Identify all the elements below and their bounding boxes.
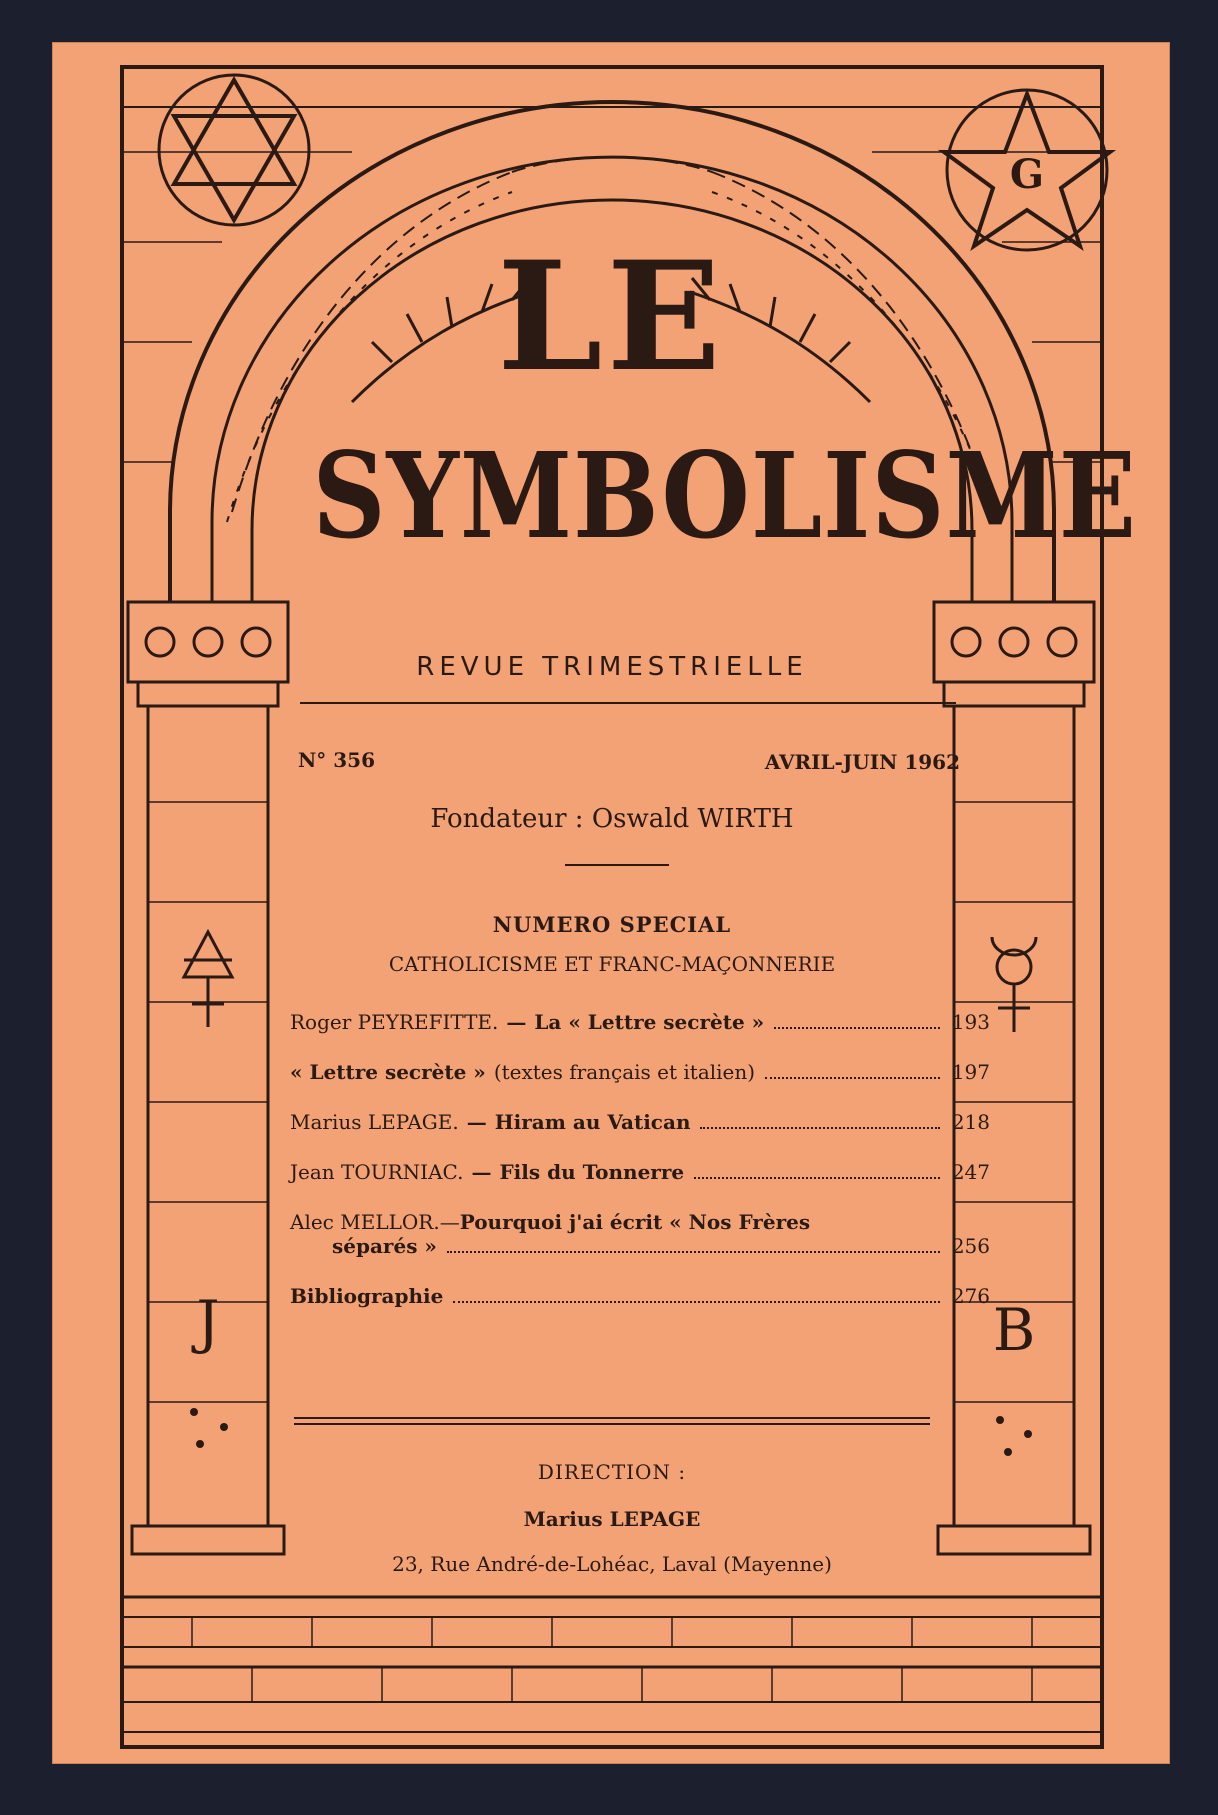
dot-leader xyxy=(453,1301,940,1303)
toc-title: « Lettre secrète » xyxy=(290,1060,486,1084)
magazine-cover xyxy=(52,42,1170,1764)
toc-separator: — xyxy=(439,1210,460,1234)
divider-top xyxy=(300,702,956,704)
special-subheading: CATHOLICISME ET FRANC-MAÇONNERIE xyxy=(388,952,836,976)
toc-page: 256 xyxy=(951,1234,990,1258)
toc-title: Bibliographie xyxy=(290,1284,444,1308)
toc-title: Hiram au Vatican xyxy=(494,1110,691,1134)
j-letter-icon: J xyxy=(196,1288,220,1356)
divider-short xyxy=(565,864,669,866)
toc-title: La « Lettre secrète » xyxy=(534,1010,765,1034)
toc-entry xyxy=(290,1010,990,1034)
divider-bottom-2 xyxy=(294,1423,930,1425)
dot-leader xyxy=(700,1127,940,1129)
g-letter-icon: G xyxy=(1009,151,1045,198)
b-letter-icon: B xyxy=(992,1296,1036,1364)
special-heading: NUMERO SPECIAL xyxy=(492,912,732,937)
dot-leader xyxy=(774,1027,940,1029)
title-le: LE xyxy=(497,229,725,405)
dot-leader xyxy=(765,1077,940,1079)
dot-leader xyxy=(447,1251,940,1253)
director-name: Marius LEPAGE xyxy=(523,1507,701,1531)
toc-entry xyxy=(290,1210,990,1258)
toc-entry xyxy=(290,1160,990,1184)
address: 23, Rue André-de-Lohéac, Laval (Mayenne) xyxy=(392,1552,832,1576)
divider-bottom-1 xyxy=(294,1417,930,1419)
toc-author: Alec MELLOR. xyxy=(290,1210,440,1234)
toc-separator: — xyxy=(466,1110,487,1134)
table-of-contents xyxy=(290,1010,990,1334)
toc-title: Fils du Tonnerre xyxy=(499,1160,685,1184)
toc-page: 218 xyxy=(951,1110,990,1134)
toc-title-note: (textes français et italien) xyxy=(493,1060,756,1084)
toc-separator: — xyxy=(471,1160,492,1184)
toc-page: 197 xyxy=(951,1060,990,1084)
toc-page: 247 xyxy=(951,1160,990,1184)
toc-entry xyxy=(290,1284,990,1308)
toc-page: 193 xyxy=(951,1010,990,1034)
toc-author: Roger PEYREFITTE. xyxy=(290,1010,499,1034)
toc-page: 276 xyxy=(951,1284,990,1308)
toc-separator: — xyxy=(506,1010,527,1034)
issue-number: N° 356 xyxy=(298,748,375,772)
toc-title: Pourquoi j'ai écrit « Nos Frères xyxy=(459,1210,811,1234)
toc-title-continued: séparés » xyxy=(332,1234,437,1258)
toc-entry xyxy=(290,1110,990,1134)
toc-author: Marius LEPAGE. xyxy=(290,1110,459,1134)
toc-entry xyxy=(290,1060,990,1084)
founder-line: Fondateur : Oswald WIRTH xyxy=(430,804,794,834)
dot-leader xyxy=(694,1177,940,1179)
issue-date: AVRIL-JUIN 1962 xyxy=(764,750,960,774)
toc-author: Jean TOURNIAC. xyxy=(290,1160,464,1184)
title-symbolisme: SYMBOLISME xyxy=(312,426,1137,565)
subtitle: REVUE TRIMESTRIELLE xyxy=(416,652,808,682)
direction-heading: DIRECTION : xyxy=(537,1460,687,1484)
